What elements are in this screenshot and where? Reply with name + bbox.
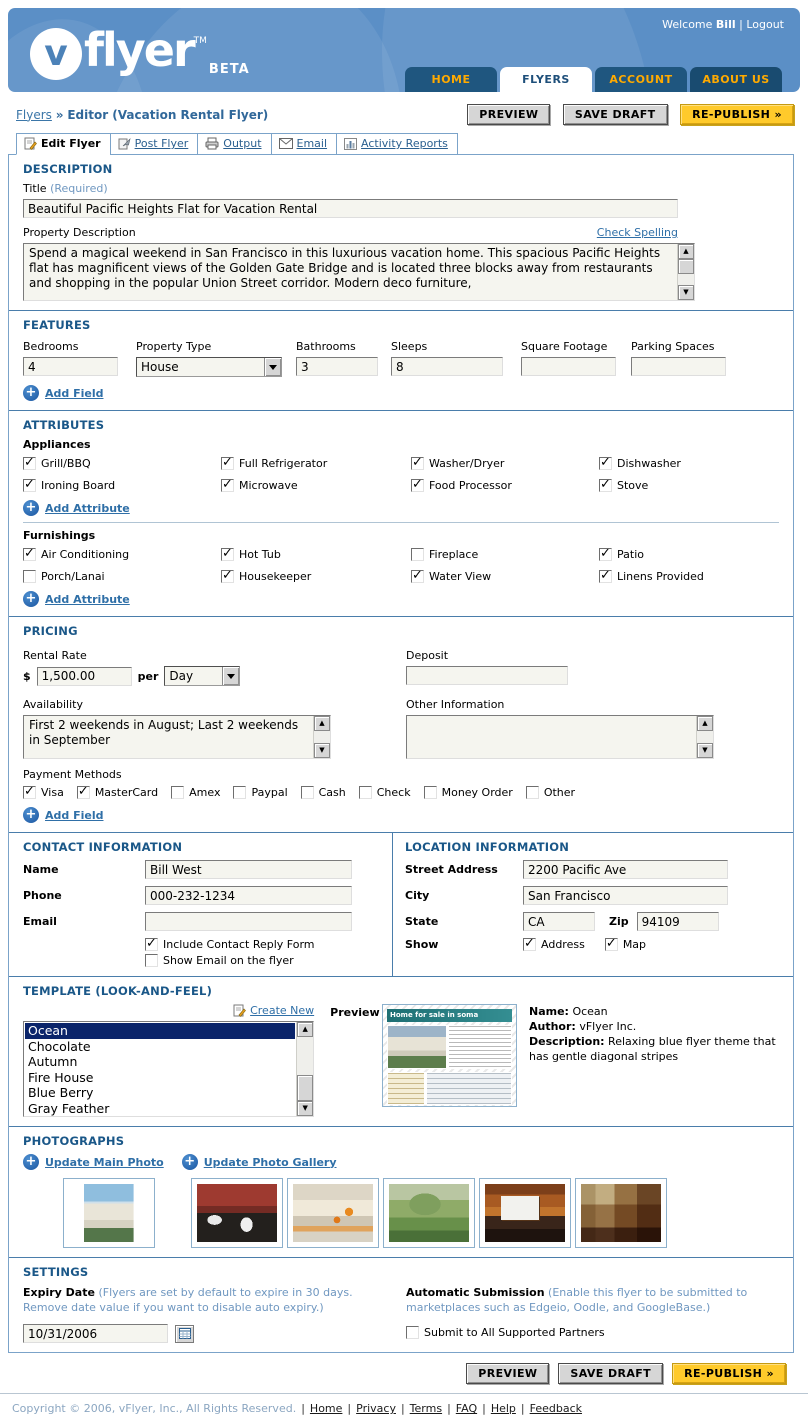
scroll-down-button[interactable] (297, 1101, 313, 1116)
checkbox[interactable] (145, 954, 158, 967)
update-main-photo-control[interactable] (23, 1154, 164, 1170)
thumbnail-title: Home for sale in soma (387, 1009, 512, 1022)
add-icon[interactable] (182, 1154, 198, 1170)
checkbox-label: Ironing Board (41, 479, 116, 492)
main-nav (405, 67, 782, 92)
add-icon[interactable] (23, 1154, 39, 1170)
property-type-label: Property Type (136, 340, 212, 353)
description-heading: DESCRIPTION (23, 162, 113, 176)
template-option[interactable]: Chocolate (28, 1038, 91, 1054)
furnishings-checkbox-grid (23, 548, 779, 583)
checkbox[interactable] (424, 786, 437, 799)
other-information-textarea[interactable] (406, 715, 714, 759)
street-address-input[interactable] (523, 860, 728, 879)
attribute-checkbox[interactable] (599, 570, 779, 583)
checkbox[interactable] (221, 548, 234, 561)
gallery-photo-image (485, 1184, 565, 1242)
footer-link[interactable]: Terms (409, 1402, 443, 1415)
payment-method-checkbox[interactable] (359, 786, 411, 799)
template-option[interactable]: Ocean (25, 1023, 295, 1039)
features-heading: FEATURES (23, 318, 91, 332)
location-information-section (393, 833, 793, 976)
pricing-section (9, 617, 793, 832)
add-attribute-control[interactable] (23, 500, 779, 516)
nav-tab-home[interactable]: HOME (405, 67, 497, 92)
checkbox[interactable] (221, 570, 234, 583)
expiry-date-label: Expiry Date (23, 1286, 95, 1299)
contact-phone-input[interactable] (145, 886, 352, 905)
square-footage-input[interactable] (521, 357, 616, 376)
logo-v-icon: v (30, 28, 82, 80)
other-information-label: Other Information (406, 698, 505, 711)
save-draft-button[interactable]: SAVE DRAFT (563, 104, 668, 125)
payment-method-checkbox[interactable] (301, 786, 346, 799)
gallery-photo[interactable] (191, 1178, 283, 1248)
template-option[interactable]: Fire House (28, 1069, 94, 1085)
street-address-label: Street Address (405, 863, 498, 876)
checkbox[interactable] (23, 570, 36, 583)
template-heading: TEMPLATE (LOOK-AND-FEEL) (23, 984, 213, 998)
vflyer-logo (30, 20, 250, 80)
payment-method-checkbox[interactable] (233, 786, 287, 799)
attribute-checkbox[interactable] (221, 570, 411, 583)
zip-label: Zip (609, 915, 629, 928)
template-option[interactable]: Blue Berry (28, 1085, 94, 1100)
template-name-label: Name: (529, 1005, 569, 1018)
checkbox-label: Visa (41, 786, 64, 799)
phone-label: Phone (23, 889, 62, 902)
checkbox[interactable] (411, 570, 424, 583)
checkbox[interactable] (411, 457, 424, 470)
template-author-value: vFlyer Inc. (579, 1020, 637, 1033)
show-map-checkbox[interactable] (605, 938, 646, 951)
preview-button-bottom[interactable]: PREVIEW (466, 1363, 549, 1384)
bottom-action-buttons (0, 1363, 786, 1384)
breadcrumb (16, 108, 268, 122)
gallery-photo-image (197, 1184, 277, 1242)
name-label: Name (23, 863, 59, 876)
state-label: State (405, 915, 439, 928)
add-icon[interactable] (23, 500, 39, 516)
payment-methods-row (23, 786, 779, 799)
checkbox[interactable] (23, 548, 36, 561)
welcome-divider: | (739, 18, 747, 31)
create-new-icon (233, 1004, 246, 1017)
checkbox-label: Stove (617, 479, 649, 492)
breadcrumb-sep: » (55, 107, 64, 122)
checkbox[interactable] (599, 548, 612, 561)
attribute-checkbox[interactable] (411, 548, 599, 561)
thumbnail-house-photo (388, 1026, 446, 1068)
checkbox[interactable] (233, 786, 246, 799)
save-draft-button-bottom[interactable]: SAVE DRAFT (558, 1363, 663, 1384)
contact-information-section (9, 833, 393, 976)
attribute-checkbox[interactable] (599, 548, 779, 561)
title-required-note: (Required) (50, 182, 108, 195)
attribute-checkbox[interactable] (411, 570, 599, 583)
sleeps-input[interactable] (391, 357, 503, 376)
checkbox-label: MasterCard (94, 786, 159, 799)
add-field-control[interactable] (23, 385, 779, 401)
gallery-photo-image (293, 1184, 373, 1242)
tab-activity-reports[interactable]: Activity Reports (336, 133, 458, 155)
checkbox[interactable] (301, 786, 314, 799)
nav-tab-flyers[interactable]: FLYERS (500, 67, 592, 92)
deposit-label: Deposit (406, 649, 449, 662)
gallery-photo[interactable] (383, 1178, 475, 1248)
logo-wordmark: flyer (84, 23, 194, 77)
checkbox-label: Show Email on the flyer (163, 954, 294, 967)
automatic-submission-note: (Enable this flyer to be submitted to marketplaces such as Edgeio, Oodle, and GoogleBase.) (406, 1286, 748, 1314)
add-icon[interactable] (23, 807, 39, 823)
rental-rate-label: Rental Rate (23, 649, 87, 662)
show-label: Show (405, 938, 439, 951)
add-attribute-control[interactable] (23, 591, 779, 607)
contact-email-input[interactable] (145, 912, 352, 931)
checkbox-label: Paypal (251, 786, 288, 799)
logo-beta-badge: BETA (208, 62, 250, 77)
attribute-checkbox[interactable] (221, 548, 411, 561)
gallery-photo[interactable] (479, 1178, 571, 1248)
city-label: City (405, 889, 430, 902)
checkbox[interactable] (411, 479, 424, 492)
check-spelling-link[interactable]: Check Spelling (596, 226, 678, 239)
checkbox-label: Map (622, 938, 647, 951)
template-section (9, 977, 793, 1126)
submit-all-partners-checkbox[interactable] (406, 1326, 605, 1339)
attribute-checkbox[interactable] (23, 548, 221, 561)
scroll-down-button[interactable] (697, 743, 713, 758)
checkbox-label: Linens Provided (617, 570, 704, 583)
footer-link[interactable]: Privacy (356, 1402, 396, 1415)
gallery-photo[interactable] (575, 1178, 667, 1248)
checkbox-label: Dishwasher (617, 457, 681, 470)
add-attribute-link[interactable]: Add Attribute (45, 501, 130, 515)
automatic-submission-label: Automatic Submission (406, 1286, 545, 1299)
bedrooms-input[interactable] (23, 357, 118, 376)
gallery-photo-image (389, 1184, 469, 1242)
checkbox[interactable] (411, 548, 424, 561)
checkbox-label: Full Refrigerator (239, 457, 328, 470)
update-photo-gallery-control[interactable] (182, 1154, 337, 1170)
contact-heading: CONTACT INFORMATION (23, 840, 183, 854)
checkbox-label: Money Order (441, 786, 513, 799)
expiry-date-input[interactable] (23, 1324, 168, 1343)
parking-spaces-label: Parking Spaces (631, 340, 715, 353)
checkbox-label: Check (376, 786, 411, 799)
calendar-icon[interactable] (175, 1325, 194, 1343)
checkbox[interactable] (23, 457, 36, 470)
template-preview-thumbnail (382, 1004, 517, 1107)
attribute-checkbox[interactable] (23, 479, 221, 492)
group-divider (23, 522, 779, 523)
checkbox-label: Air Conditioning (41, 548, 130, 561)
state-input[interactable] (523, 912, 595, 931)
checkbox-label: Grill/BBQ (41, 457, 91, 470)
appliances-group-title: Appliances (23, 438, 91, 451)
footer-links (296, 1402, 582, 1415)
photo-gallery (191, 1178, 671, 1248)
availability-textarea[interactable]: First 2 weekends in August; Last 2 weekends in September ▲ ▼ (23, 715, 331, 759)
nav-tab-about-us[interactable]: ABOUT US (690, 67, 782, 92)
photographs-heading: PHOTOGRAPHS (23, 1134, 125, 1148)
email-icon (279, 138, 293, 149)
top-action-buttons (467, 104, 794, 125)
textarea-scrollbar[interactable] (677, 244, 694, 300)
checkbox[interactable] (599, 457, 612, 470)
footer-divider (0, 1393, 808, 1394)
checkbox-label: Fireplace (429, 548, 479, 561)
logo-tm: TM (193, 36, 207, 46)
title-input[interactable] (23, 199, 678, 218)
checkbox[interactable] (605, 938, 618, 951)
editor-tab-bar (16, 133, 808, 154)
checkbox-label: Housekeeper (239, 570, 312, 583)
show-email-checkbox[interactable] (145, 954, 382, 967)
show-address-checkbox[interactable] (523, 938, 585, 951)
expiry-date-note: (Flyers are set by default to expire in 30 days. Remove date value if you want to disable auto expiry.) (23, 1286, 353, 1314)
settings-section (9, 1258, 793, 1352)
main-photo-image (69, 1184, 149, 1242)
checkbox-label: Hot Tub (239, 548, 281, 561)
appliances-checkbox-grid (23, 457, 779, 492)
checkbox[interactable] (359, 786, 372, 799)
checkbox[interactable] (145, 938, 158, 951)
checkbox-label: Submit to All Supported Partners (424, 1326, 605, 1339)
furnishings-group-title: Furnishings (23, 529, 96, 542)
checkbox-label: Washer/Dryer (429, 457, 505, 470)
checkbox[interactable] (77, 786, 90, 799)
update-main-photo-link[interactable]: Update Main Photo (45, 1155, 164, 1169)
add-field-link[interactable]: Add Field (45, 386, 104, 400)
attribute-checkbox[interactable] (23, 457, 221, 470)
tab-email[interactable]: Email (271, 133, 338, 155)
checkbox[interactable] (23, 479, 36, 492)
attribute-checkbox[interactable] (599, 479, 779, 492)
attribute-checkbox[interactable] (599, 457, 779, 470)
tab-post-flyer[interactable]: Post Flyer (110, 133, 199, 155)
checkbox[interactable] (23, 786, 36, 799)
scroll-up-button[interactable] (297, 1022, 313, 1037)
bedrooms-label: Bedrooms (23, 340, 79, 353)
scroll-thumb[interactable] (678, 259, 694, 274)
sleeps-label: Sleeps (391, 340, 428, 353)
welcome-bar (662, 18, 784, 31)
template-description-label: Description: (529, 1035, 605, 1048)
checkbox-label: Food Processor (429, 479, 512, 492)
template-option[interactable]: Gray Feather (28, 1100, 110, 1116)
square-footage-label: Square Footage (521, 340, 608, 353)
nav-tab-account[interactable]: ACCOUNT (595, 67, 687, 92)
gallery-photo[interactable] (287, 1178, 379, 1248)
footer (12, 1402, 800, 1415)
email-label: Email (23, 915, 57, 928)
include-contact-reply-form-checkbox[interactable] (145, 938, 382, 951)
footer-link[interactable]: Help (490, 1402, 516, 1415)
gallery-photo-image (581, 1184, 661, 1242)
payment-method-checkbox[interactable] (424, 786, 513, 799)
property-type-select[interactable]: House (136, 357, 282, 377)
title-label: Title (23, 182, 47, 195)
per-label: per (137, 669, 159, 683)
zip-input[interactable] (637, 912, 719, 931)
checkbox[interactable] (406, 1326, 419, 1339)
payment-method-checkbox[interactable] (77, 786, 158, 799)
textarea-scrollbar[interactable] (313, 716, 330, 758)
scroll-up-button[interactable] (697, 716, 713, 731)
payment-methods-label: Payment Methods (23, 768, 122, 781)
parking-spaces-input[interactable] (631, 357, 726, 376)
logout-link[interactable]: Logout (746, 18, 784, 31)
settings-heading: SETTINGS (23, 1265, 89, 1279)
scroll-down-button[interactable] (678, 285, 694, 300)
update-photo-gallery-link[interactable]: Update Photo Gallery (203, 1155, 337, 1169)
location-heading: LOCATION INFORMATION (405, 840, 570, 854)
main-photo[interactable] (63, 1178, 155, 1248)
checkbox-label: Address (541, 938, 585, 951)
add-icon[interactable] (23, 385, 39, 401)
attribute-checkbox[interactable] (221, 479, 411, 492)
scroll-up-button[interactable] (678, 244, 694, 259)
tab-edit-flyer[interactable]: Edit Flyer (16, 133, 111, 155)
breadcrumb-current: Editor (Vacation Rental Flyer) (67, 107, 269, 122)
scroll-up-button[interactable] (314, 716, 330, 731)
checkbox-label: Water View (429, 570, 492, 583)
bathrooms-label: Bathrooms (296, 340, 356, 353)
bathrooms-input[interactable] (296, 357, 378, 376)
checkbox-label: Cash (318, 786, 346, 799)
checkbox-label: Porch/Lanai (41, 570, 105, 583)
checkbox[interactable] (523, 938, 536, 951)
breadcrumb-flyers-link[interactable]: Flyers (16, 107, 52, 122)
listbox-scrollbar[interactable] (296, 1022, 313, 1116)
payment-method-checkbox[interactable] (171, 786, 220, 799)
attributes-heading: ATTRIBUTES (23, 418, 105, 432)
description-section (9, 155, 793, 310)
scroll-thumb[interactable] (297, 1075, 313, 1101)
attributes-section (9, 411, 793, 616)
bar-chart-icon (344, 138, 357, 150)
template-name-value: Ocean (572, 1005, 608, 1018)
checkbox[interactable] (526, 786, 539, 799)
attribute-checkbox[interactable] (411, 479, 599, 492)
create-new-link[interactable]: Create New (250, 1004, 315, 1017)
checkbox[interactable] (221, 479, 234, 492)
property-description-textarea[interactable]: Spend a magical weekend in San Francisco in this luxurious vacation home. This spacious Pacific Heights flat has magnificent views of the Golden Gate Bridge and is located three blocks away from restaurants and shopping in the popular Union Street corridor. Modern deco furniture, ▲ ▼ (23, 243, 695, 301)
checkbox-label: Include Contact Reply Form (163, 938, 315, 951)
copyright-text: Copyright © 2006, vFlyer, Inc., All Rights Reserved. (12, 1402, 297, 1415)
preview-button[interactable]: PREVIEW (467, 104, 550, 125)
features-section (9, 311, 793, 410)
payment-method-checkbox[interactable] (526, 786, 575, 799)
attribute-checkbox[interactable] (411, 457, 599, 470)
checkbox[interactable] (221, 457, 234, 470)
rate-period-select[interactable]: Day (164, 666, 240, 686)
republish-button[interactable]: RE-PUBLISH » (680, 104, 794, 125)
template-option[interactable]: Autumn (28, 1054, 78, 1069)
city-input[interactable] (523, 886, 728, 905)
add-icon[interactable] (23, 591, 39, 607)
checkbox-label: Microwave (239, 479, 298, 492)
welcome-text: Welcome (662, 18, 713, 31)
footer-link[interactable]: Feedback (529, 1402, 583, 1415)
editor-form (8, 154, 794, 1353)
username: Bill (715, 18, 736, 31)
add-field-link[interactable]: Add Field (45, 808, 104, 822)
checkbox[interactable] (599, 570, 612, 583)
attribute-checkbox[interactable] (221, 457, 411, 470)
template-listbox[interactable] (23, 1021, 314, 1117)
deposit-input[interactable] (406, 666, 568, 685)
template-author-label: Author: (529, 1020, 576, 1033)
checkbox[interactable] (599, 479, 612, 492)
checkbox-label: Patio (617, 548, 644, 561)
template-info (529, 1004, 779, 1117)
footer-link[interactable]: FAQ (455, 1402, 478, 1415)
preview-label: Preview (330, 1006, 380, 1019)
dropdown-arrow-icon[interactable] (264, 358, 281, 376)
pricing-heading: PRICING (23, 624, 78, 638)
app-header (8, 8, 800, 92)
dropdown-arrow-icon[interactable] (222, 667, 239, 685)
currency-symbol: $ (23, 669, 31, 683)
add-attribute-link[interactable]: Add Attribute (45, 592, 130, 606)
photographs-section (9, 1127, 793, 1257)
attribute-checkbox[interactable] (23, 570, 221, 583)
textarea-scrollbar[interactable] (696, 716, 713, 758)
post-icon (118, 137, 131, 150)
printer-icon (205, 137, 219, 150)
republish-button-bottom[interactable]: RE-PUBLISH » (672, 1363, 786, 1384)
payment-method-checkbox[interactable] (23, 786, 64, 799)
checkbox-label: Amex (189, 786, 221, 799)
contact-name-input[interactable] (145, 860, 352, 879)
template-description-value: Relaxing blue flyer theme that has gentle diagonal stripes (529, 1035, 776, 1063)
footer-link[interactable]: Home (309, 1402, 343, 1415)
tab-output[interactable]: Output (197, 133, 271, 155)
add-field-control[interactable] (23, 807, 779, 823)
edit-icon (24, 137, 37, 150)
property-description-label: Property Description (23, 226, 136, 239)
checkbox[interactable] (171, 786, 184, 799)
availability-label: Availability (23, 698, 83, 711)
checkbox-label: Other (543, 786, 576, 799)
scroll-down-button[interactable] (314, 743, 330, 758)
rental-rate-input[interactable] (37, 667, 132, 686)
